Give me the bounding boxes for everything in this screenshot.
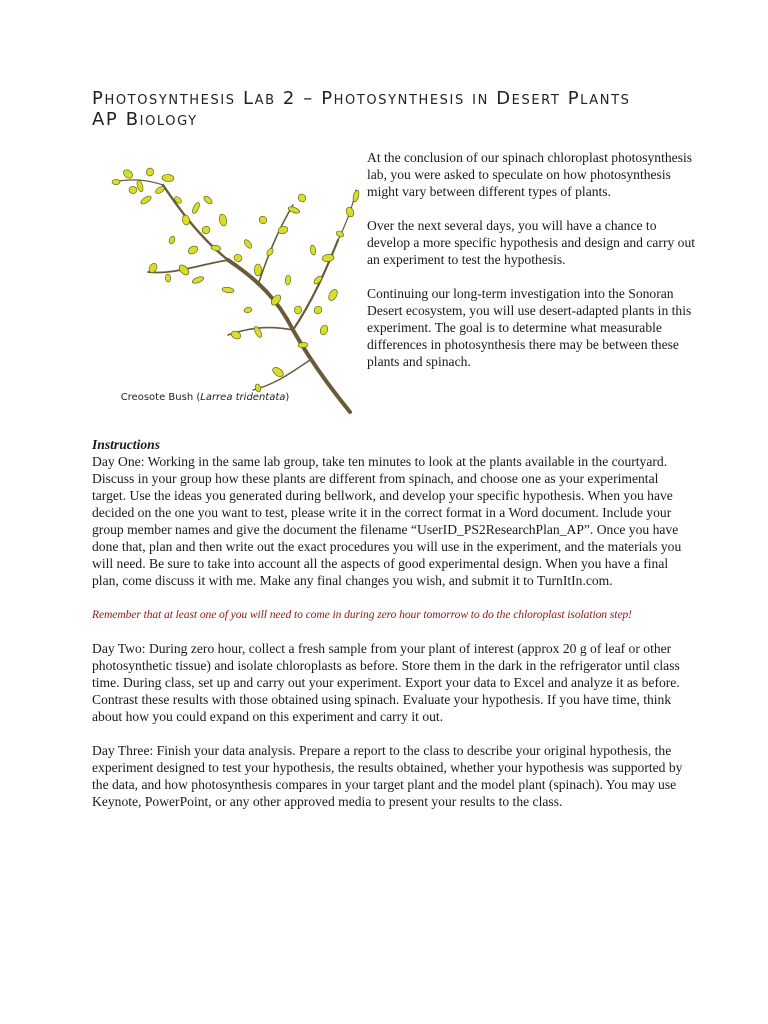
leaf [243, 238, 253, 249]
leaf [322, 254, 335, 263]
creosote-bush-illustration [88, 160, 370, 422]
leaf [129, 186, 137, 194]
figure-caption: Creosote Bush (Larrea tridentata) [120, 392, 290, 403]
leaf [287, 206, 300, 215]
leaf [191, 201, 201, 214]
leaf [145, 167, 155, 177]
intro-paragraph-1: At the conclusion of our spinach chloroplast photosynthesis lab, you were asked to speculate on how photosynthesis might vary between different types of plants. [367, 150, 693, 199]
leaf [140, 194, 153, 205]
leaf [202, 195, 213, 205]
intro-column [367, 149, 702, 387]
leaf [154, 185, 165, 195]
leaf [218, 213, 228, 226]
day-three-paragraph: Day Three: Finish your data analysis. Prepare a report to the class to describe your original hypothesis, the experiment designed to test your hypothesis, the results obtained, whether your hypothesis was supported by the data, and how photosynthesis compares in your target plant and the model plant (spinach). You may use Keynote, PowerPoint, or any other approved media to present your results to the class. [92, 743, 683, 809]
leaf [165, 274, 171, 282]
leaf [233, 253, 243, 262]
species-name: Larrea tridentata [200, 392, 286, 403]
leaf [122, 168, 134, 180]
leaf [327, 288, 339, 302]
leaf [211, 245, 222, 252]
leaf [187, 244, 199, 255]
leaf [112, 179, 120, 184]
leaf [345, 206, 356, 218]
leaf [298, 342, 308, 348]
zero-hour-reminder: Remember that at least one of you will need to come in during zero hour tomorrow to do the chloroplast isolation step! [92, 608, 632, 621]
leaf [310, 245, 317, 256]
course-name: AP Biology [92, 109, 198, 130]
intro-paragraph-3: Continuing our long-term investigation into the Sonoran Desert ecosystem, you will use desert-adapted plants in this experiment. The goal is to determine what measurable differences in photosynthesis there may be between these plants and spinach. [367, 286, 692, 369]
leaf [297, 193, 307, 204]
leaf [182, 214, 191, 225]
leaf [258, 215, 269, 226]
leaf [168, 235, 176, 244]
leaf [244, 307, 253, 314]
leaf [266, 247, 275, 257]
leaf [335, 230, 345, 239]
instructions-section [92, 436, 692, 827]
leaf [191, 275, 204, 284]
leaf [254, 264, 261, 276]
day-one-paragraph: Day One: Working in the same lab group, take ten minutes to look at the plants available in the courtyard. Discuss in your group how these plants are different from spinach, and choose one as your experimental target. Use the ideas you generated during bellwork, and develop your specific hypothesis. When you have decided on the one you want to test, please write it in the correct format in a Word document. Include your group member names and give the document the filename “UserID_PS2ResearchPlan_AP”. Once you have done that, plan and then write out the exact procedures you will use in the experiment, and the materials you will need. Be sure to take into account all the aspects of good experimental design. When you have a final plan, come discuss it with me. Make any final changes you wish, and submit it to TurnItIn.com. [92, 454, 682, 588]
leaf [222, 287, 235, 294]
leaf [201, 225, 211, 235]
leaf [271, 366, 285, 379]
leaf [162, 174, 175, 182]
day-two-paragraph: Day Two: During zero hour, collect a fresh sample from your plant of interest (approx 20 g of leaf or other photosynthetic tissue) and isolate chloroplasts as before. Store them in the dark in the refrigerator until class time. During class, set up and carry out your experiment. Export your data to Excel and analyze it as before. Contrast these results with those obtained using spinach. Evaluate your hypothesis. If you have time, think about how you could expand on this experiment and carry it out. [92, 641, 680, 724]
instructions-heading: Instructions [92, 437, 161, 452]
leaf [352, 190, 360, 203]
leaf [319, 324, 329, 336]
leaf [285, 275, 291, 285]
leaf [313, 305, 324, 316]
intro-paragraph-2: Over the next several days, you will have a chance to develop a more specific hypothesis and design and carry out an experiment to test the hypothesis. [367, 218, 696, 267]
document-title: Photosynthesis Lab 2 – Photosynthesis in Desert Plants [92, 88, 631, 109]
leaf [294, 305, 302, 314]
